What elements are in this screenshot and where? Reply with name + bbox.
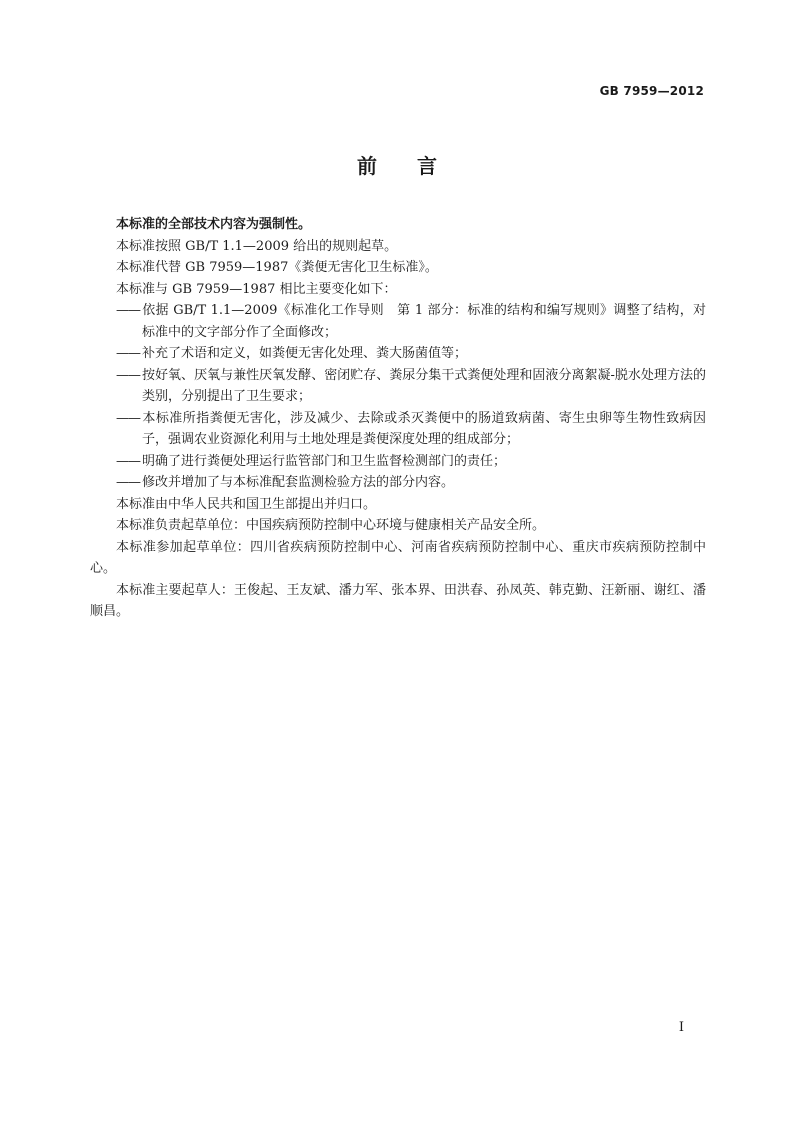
change-item (90, 472, 706, 494)
proposed-by-statement: 本标准由中华人民共和国卫生部提出并归口。 (116, 496, 377, 512)
dash-marker: —— (116, 346, 140, 361)
change-item (90, 451, 706, 473)
changes-lead: 本标准与 GB 7959—1987 相比主要变化如下： (116, 281, 397, 297)
foreword-body (90, 214, 706, 623)
dash-marker: —— (116, 475, 140, 490)
page-title: 前言 (357, 154, 477, 178)
dash-marker: —— (116, 303, 140, 318)
drafters-statement: 本标准主要起草人：王俊起、王友斌、潘力军、张本界、田洪春、孙凤英、韩克勤、汪新丽、谢红、潘顺昌。 (90, 582, 706, 619)
change-item (90, 300, 706, 343)
mandatory-statement: 本标准的全部技术内容为强制性。 (116, 217, 312, 232)
change-item-text: 明确了进行粪便处理运行监管部门和卫生监督检测部门的责任； (142, 453, 507, 469)
standard-code: GB 7959—2012 (599, 84, 704, 98)
change-item-text: 修改并增加了与本标准配套监测检验方法的部分内容。 (142, 475, 455, 490)
change-item (90, 408, 706, 451)
responsible-unit-statement: 本标准负责起草单位：中国疾病预防控制中心环境与健康相关产品安全所。 (116, 518, 546, 533)
change-item-text: 本标准所指粪便无害化，涉及减少、去除或杀灭粪便中的肠道致病菌、寄生虫卵等生物性致病因子，强调农业资源化利用与土地处理是粪便深度处理的组成部分； (142, 410, 706, 447)
change-item-text: 依据 GB/T 1.1—2009《标准化工作导则 第 1 部分：标准的结构和编写规则》调整了结构，对标准中的文字部分作了全面修改； (142, 303, 706, 340)
dash-marker: —— (116, 410, 140, 426)
changes-list (90, 300, 706, 494)
participating-units-statement: 本标准参加起草单位：四川省疾病预防控制中心、河南省疾病预防控制中心、重庆市疾病预防控制中心。 (90, 539, 706, 576)
change-item (90, 365, 706, 408)
change-item-text: 补充了术语和定义，如粪便无害化处理、粪大肠菌值等； (142, 346, 468, 361)
replaces-statement: 本标准代替 GB 7959—1987《粪便无害化卫生标准》。 (116, 260, 438, 275)
drafting-rule-statement: 本标准按照 GB/T 1.1—2009 给出的规则起草。 (116, 238, 398, 254)
dash-marker: —— (116, 367, 140, 383)
page-number: I (678, 1020, 684, 1035)
dash-marker: —— (116, 453, 140, 469)
change-item (90, 343, 706, 365)
change-item-text: 按好氧、厌氧与兼性厌氧发酵、密闭贮存、粪尿分集干式粪便处理和固液分离絮凝-脱水处理方法的类别，分别提出了卫生要求； (142, 367, 706, 404)
